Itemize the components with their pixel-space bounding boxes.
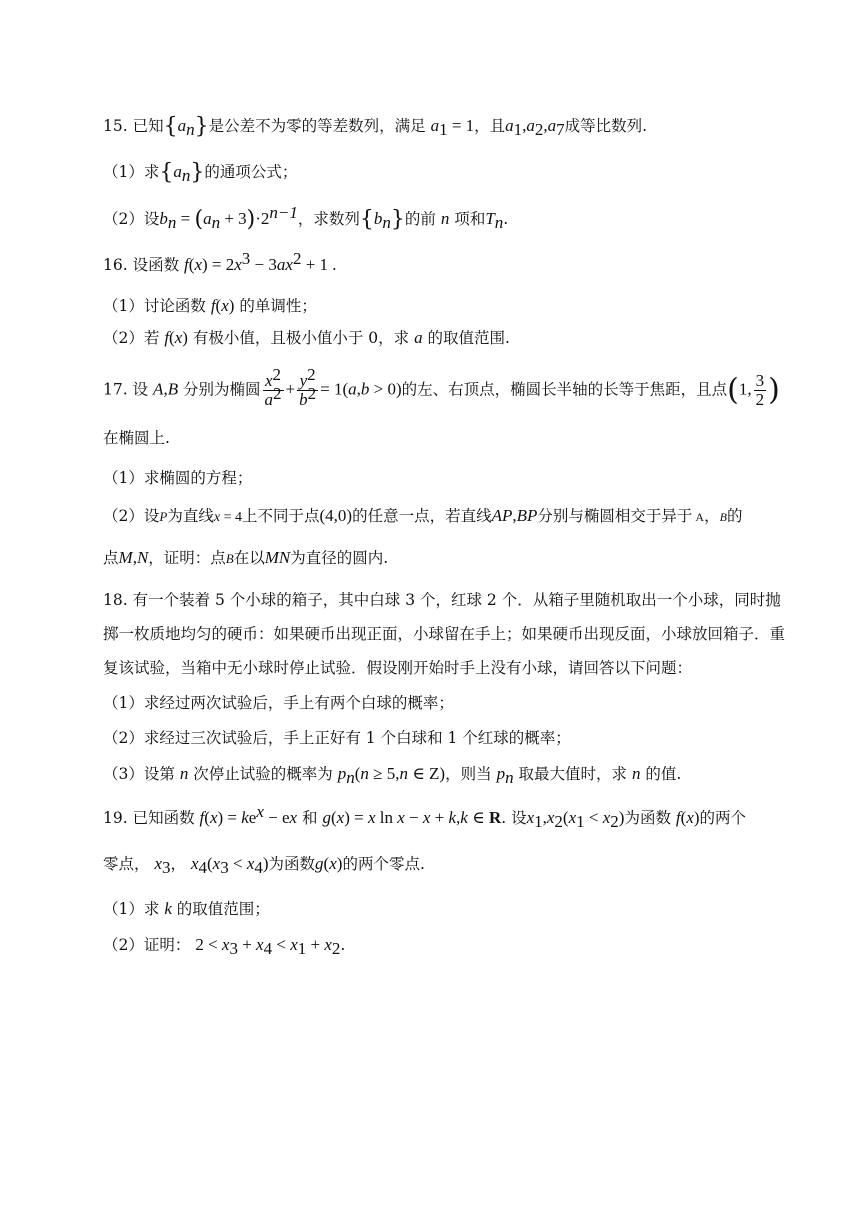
q18-stem-line3: 复该试验，当箱中无小球时停止试验．假设刚开始时手上没有小球，请回答以下问题： [103,659,693,677]
q17-stem: 17. 设 A,B 分别为椭圆 $\frac{x^2}{a^2}$ + $\frac{y^2}{b^2}$ = 1(a,b > 0)的左、右顶点，椭圆长半轴的长等于焦距，且点(1, $\frac{3}{2}$ ) [103,364,780,409]
q16-stem: 16. 设函数 $f(x) = 2x^3 - 3ax^2 + 1$ . [103,248,337,274]
q15-stem: 15. 已知$\{a_n\}$是公差不为零的等差数列，满足 $a_1 = 1$，且$a_1,a_2,a_7$成等比数列. [103,114,648,140]
q17-part2: （2）设P为直线x = 4上不同于点(4,0)的任意一点，若直线AP,BP分别与椭圆相交于异于 A，B的 [103,506,743,525]
q16-part1: （1）讨论函数 f(x) 的单调性； [103,296,317,315]
q15-part2: （2）设$b_n = (a_n + 3)\cdot 2^{n-1}$，求数列$\{b_n\}$的前 n 项和$T_n$. [103,202,509,233]
q18-part2: （2）求经过三次试验后，手上正好有 1 个白球和 1 个红球的概率； [103,729,571,747]
q19-stem: 19. 已知函数 $f(x) = ke^x$ − ex 和 g(x) = x ln x − x + k,k ∈ R. 设$x_1,x_2(x_1 < x_2)$为函数 f(x)的两个 [103,801,747,832]
q16-part2: （2）若 f(x) 有极小值，且极小值小于 0，求 a 的取值范围. [103,328,510,347]
q19-stem-cont: 零点， $x_3$， $x_4(x_3 < x_4)$为函数g(x)的两个零点. [103,854,425,878]
q18-stem-line1: 18. 有一个装着 5 个小球的箱子，其中白球 3 个，红球 2 个．从箱子里随机取出一个小球，同时抛 [103,591,781,609]
q19-part2: （2）证明： $2 < x_3 + x_4 < x_1 + x_2$. [103,935,346,959]
q18-part1: （1）求经过两次试验后，手上有两个白球的概率； [103,694,454,712]
q17-part1: （1）求椭圆的方程； [103,469,253,487]
q18-stem-line2: 掷一枚质地均匀的硬币：如果硬币出现正面，小球留在手上；如果硬币出现反面，小球放回箱子．重 [103,625,786,643]
q18-part3: （3）设第 n 次停止试验的概率为 $p_n(n \ge 5,n$ ∈ Z)，则当 $p_n$ 取最大值时，求 n 的值. [103,764,682,788]
q19-part1: （1）求 k 的取值范围； [103,899,270,918]
q17-stem-cont: 在椭圆上. [103,429,170,447]
q15-part1: （1）求$\{a_n\}$的通项公式； [103,160,298,186]
q17-part2-cont: 点M,N，证明：点B在以MN为直径的圆内. [103,548,389,567]
